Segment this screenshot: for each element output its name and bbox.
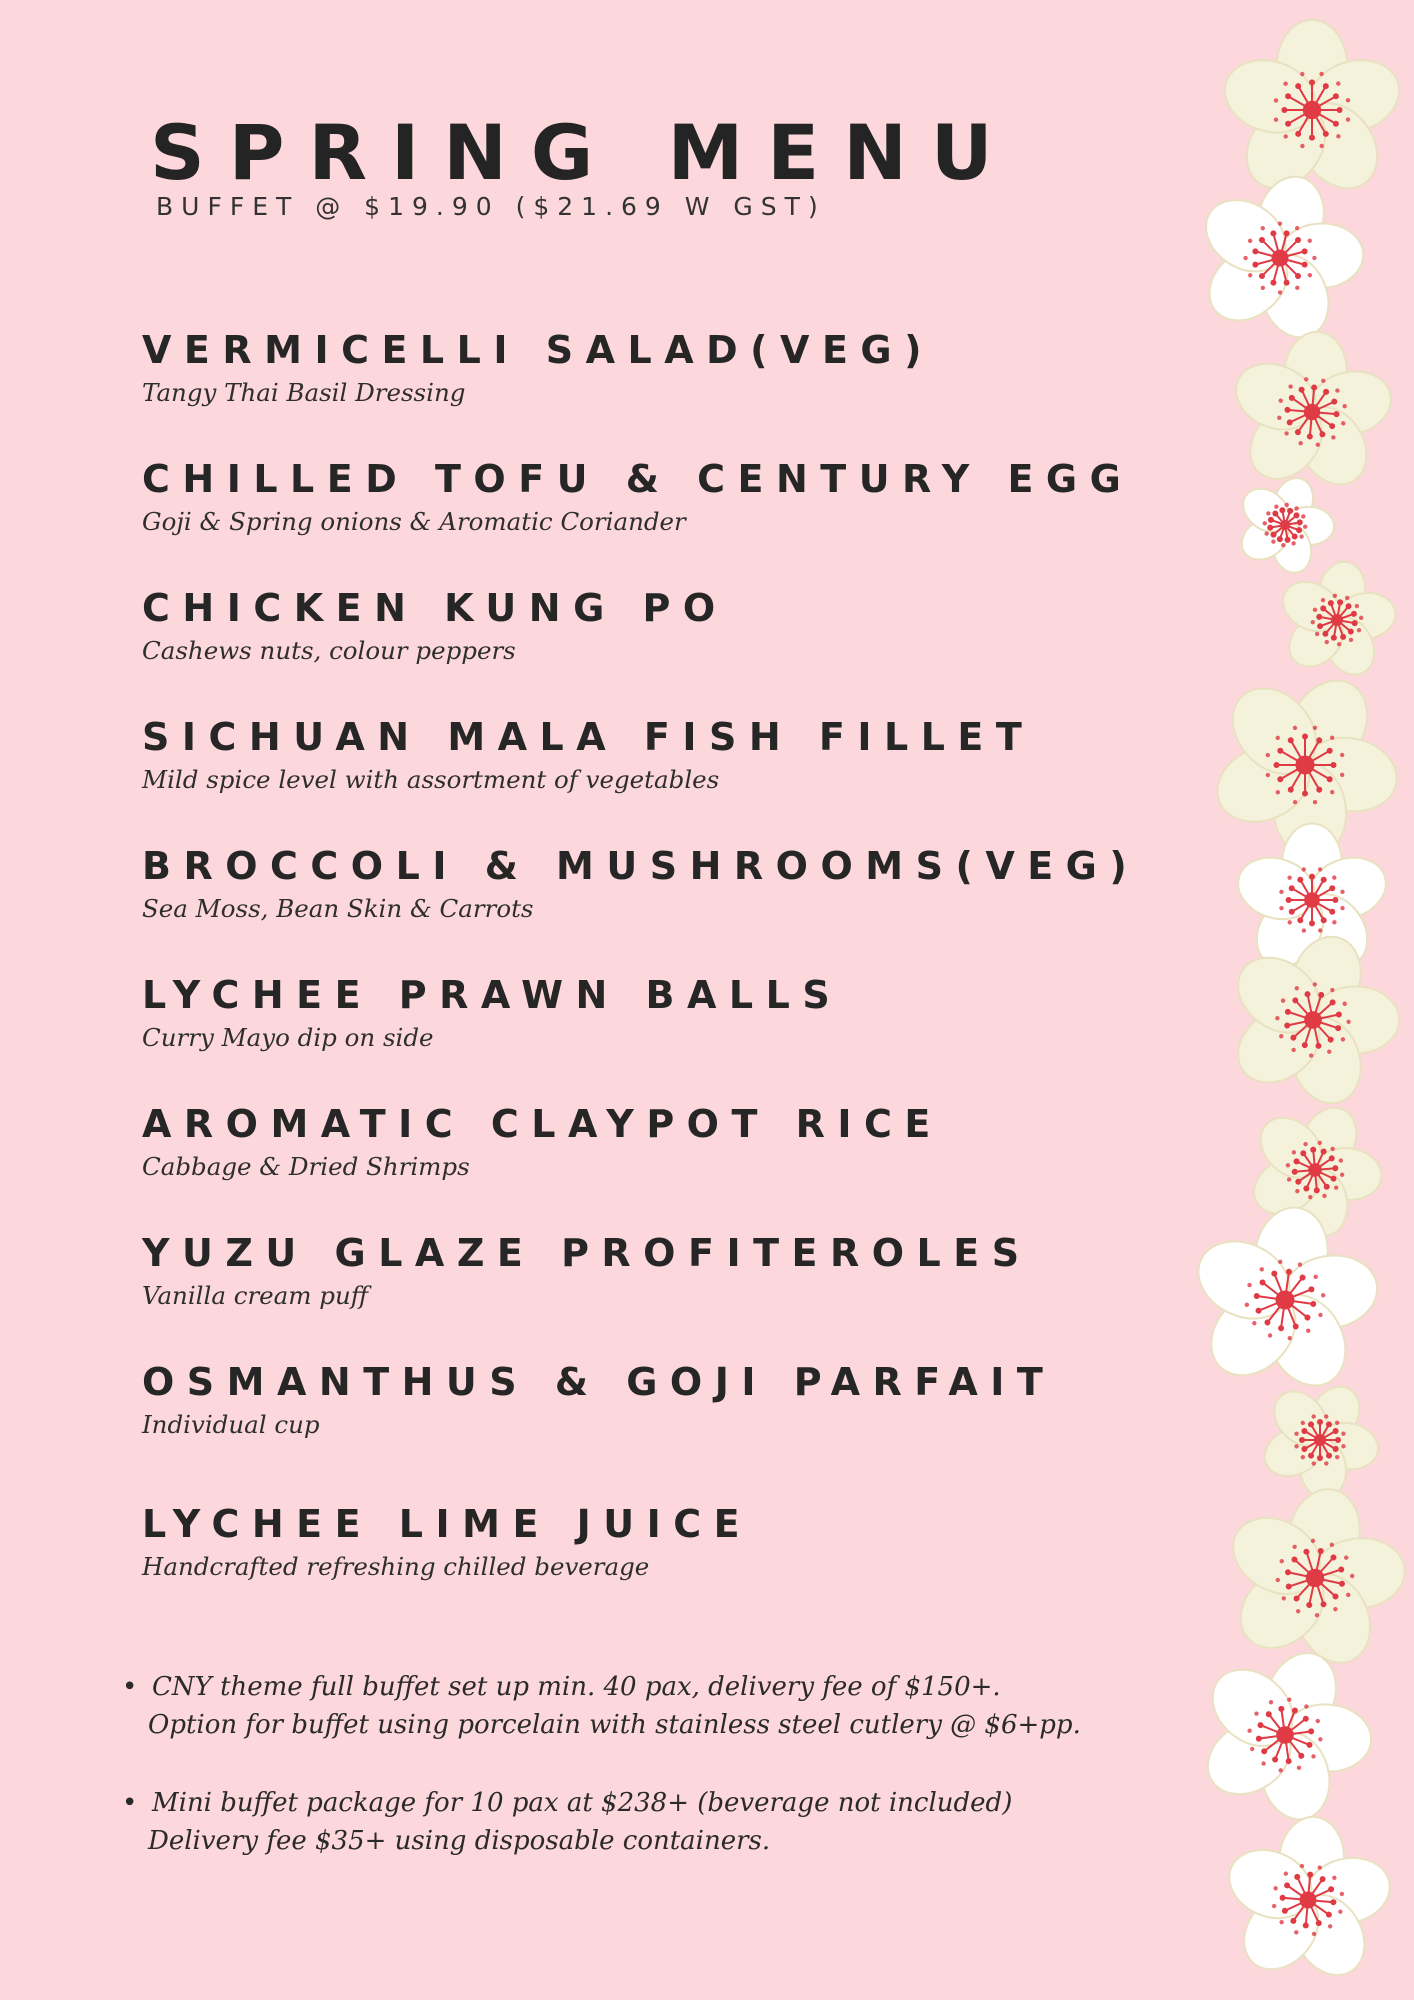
menu-item: [142, 715, 1034, 794]
blossom-icon: [1173, 1194, 1397, 1410]
menu-item-desc: Goji & Spring onions & Aromatic Coriander: [142, 507, 686, 536]
bullet-icon: •: [122, 1672, 138, 1702]
menu-item-name: CHICKEN KUNG PO: [142, 586, 728, 630]
menu-item: [142, 328, 934, 407]
note-item: [122, 1668, 1122, 1744]
notes-list: [122, 1668, 1122, 1900]
menu-item-desc: Cabbage & Dried Shrimps: [142, 1152, 470, 1181]
menu-item-name: YUZU GLAZE PROFITEROLES: [142, 1231, 1032, 1275]
menu-item-desc: Cashews nuts, colour peppers: [142, 636, 516, 665]
bullet-icon: •: [122, 1788, 138, 1818]
menu-item-desc: Sea Moss, Bean Skin & Carrots: [142, 894, 534, 923]
menu-item: [142, 844, 1139, 923]
menu-item: [142, 457, 1133, 536]
note-line: Delivery fee $35+ using disposable containers.: [148, 1826, 771, 1856]
menu-item: [142, 973, 842, 1052]
menu-item-name: BROCCOLI & MUSHROOMS(VEG): [142, 844, 1140, 888]
note-line: CNY theme full buffet set up min. 40 pax, delivery fee of $150+.: [152, 1672, 1001, 1702]
menu-item: [142, 1231, 1032, 1310]
menu-item-desc: Handcrafted refreshing chilled beverage: [142, 1552, 650, 1581]
menu-item-desc: Individual cup: [142, 1410, 320, 1439]
blossom-icon: [1166, 1620, 1403, 1852]
menu-item: [142, 1360, 1055, 1439]
menu-item-name: LYCHEE PRAWN BALLS: [142, 973, 843, 1017]
menu-item: [142, 586, 728, 665]
menu-item-name: CHILLED TOFU & CENTURY EGG: [142, 457, 1134, 501]
note-line: Option for buffet using porcelain with stainless steel cutlery @ $6+pp.: [148, 1710, 1081, 1740]
menu-title: SPRING MENU: [150, 108, 1017, 197]
menu-item-desc: Vanilla cream puff: [142, 1281, 369, 1310]
menu-item: [142, 1102, 943, 1181]
blossom-icon: [1264, 551, 1409, 691]
blossom-icon: [1215, 20, 1408, 204]
blossom-icon: [1212, 1809, 1405, 1994]
menu-item-name: AROMATIC CLAYPOT RICE: [142, 1102, 943, 1146]
flower-border-decoration: [1160, 0, 1414, 2000]
menu-item-name: LYCHEE LIME JUICE: [142, 1502, 753, 1546]
menu-item-name: SICHUAN MALA FISH FILLET: [142, 715, 1035, 759]
menu-item-name: OSMANTHUS & GOJI PARFAIT: [142, 1360, 1056, 1404]
menu-subtitle: BUFFET @ $19.90 ($21.69 W GST): [156, 192, 826, 221]
menu-item-name: VERMICELLI SALAD(VEG): [142, 328, 934, 372]
menu-item-desc: Tangy Thai Basil Dressing: [142, 378, 466, 407]
note-line: Mini buffet package for 10 pax at $238+ (beverage not included): [152, 1788, 1013, 1818]
note-item: [122, 1784, 1122, 1860]
menu-item-desc: Curry Mayo dip on side: [142, 1023, 434, 1052]
blossom-icon: [1219, 324, 1405, 502]
menu-item-desc: Mild spice level with assortment of vegetables: [142, 765, 720, 794]
menu-item: [142, 1502, 752, 1581]
